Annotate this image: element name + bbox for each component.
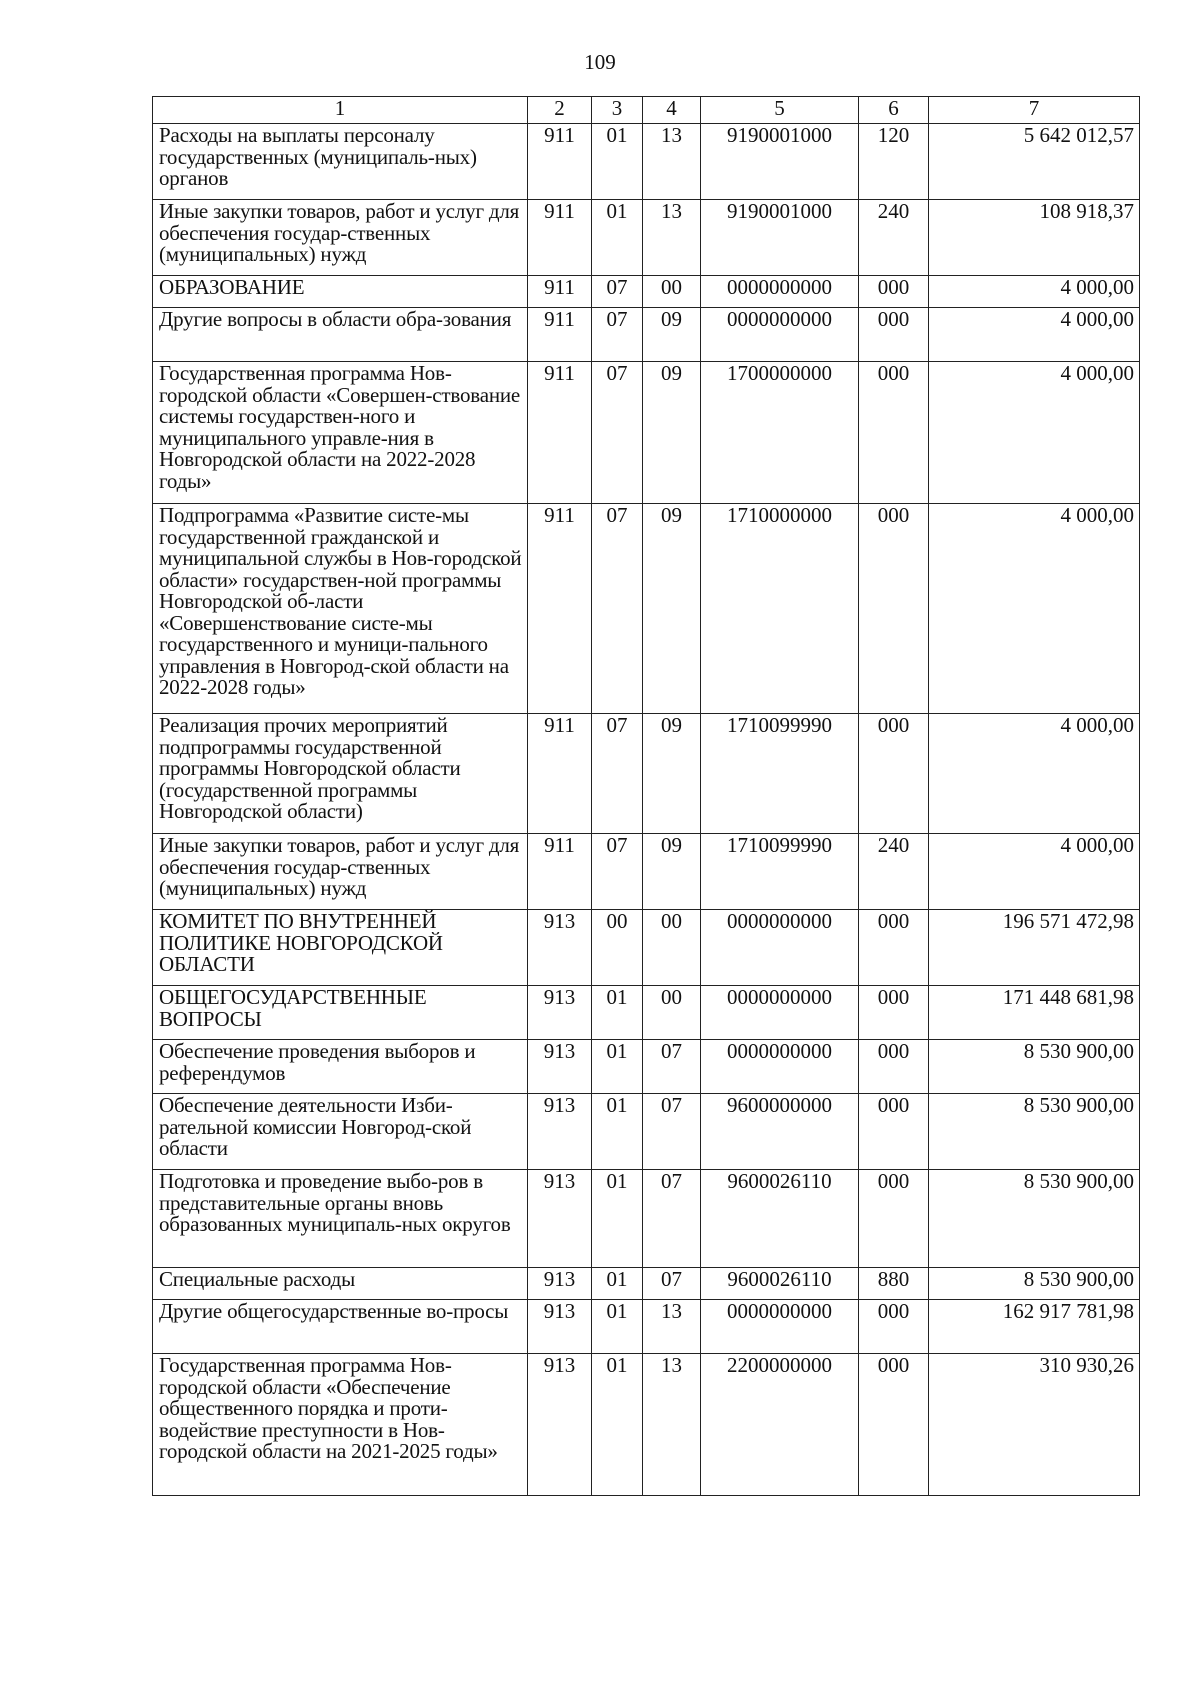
row-cell: 01	[592, 1268, 643, 1300]
row-cell: 913	[528, 1170, 592, 1268]
row-cell: 000	[859, 276, 929, 308]
row-cell: 07	[592, 714, 643, 834]
table-row	[153, 1268, 1140, 1300]
row-amount: 5 642 012,57	[929, 124, 1140, 200]
table-row	[153, 308, 1140, 362]
row-amount: 108 918,37	[929, 200, 1140, 276]
row-cell: 913	[528, 1354, 592, 1496]
row-amount: 4 000,00	[929, 308, 1140, 362]
row-name: Обеспечение деятельности Изби-рательной комиссии Новгород-ской области	[153, 1094, 528, 1170]
row-name: Реализация прочих мероприятий подпрограммы государственной программы Новгородской области (государственной программы Новгородской области)	[153, 714, 528, 834]
row-cell: 911	[528, 200, 592, 276]
row-amount: 4 000,00	[929, 276, 1140, 308]
row-cell: 000	[859, 910, 929, 986]
row-cell: 1710099990	[701, 834, 859, 910]
row-name: Подготовка и проведение выбо-ров в представительные органы вновь образованных муниципаль-ных округов	[153, 1170, 528, 1268]
row-cell: 880	[859, 1268, 929, 1300]
row-cell: 000	[859, 986, 929, 1040]
table-header-row	[153, 97, 1140, 124]
row-cell: 913	[528, 1094, 592, 1170]
row-amount: 8 530 900,00	[929, 1094, 1140, 1170]
row-cell: 2200000000	[701, 1354, 859, 1496]
row-name: Обеспечение проведения выборов и референдумов	[153, 1040, 528, 1094]
row-cell: 000	[859, 714, 929, 834]
row-cell: 00	[643, 276, 701, 308]
column-header: 3	[592, 97, 643, 124]
table-row	[153, 714, 1140, 834]
table-row	[153, 1094, 1140, 1170]
row-cell: 07	[643, 1170, 701, 1268]
table-row	[153, 986, 1140, 1040]
table-row	[153, 1040, 1140, 1094]
row-cell: 0000000000	[701, 1040, 859, 1094]
row-amount: 8 530 900,00	[929, 1268, 1140, 1300]
table-row	[153, 1354, 1140, 1496]
row-cell: 911	[528, 834, 592, 910]
table-row	[153, 1170, 1140, 1268]
row-cell: 000	[859, 1170, 929, 1268]
row-cell: 911	[528, 504, 592, 714]
row-cell: 240	[859, 200, 929, 276]
row-cell: 09	[643, 362, 701, 504]
row-cell: 01	[592, 1040, 643, 1094]
row-cell: 911	[528, 124, 592, 200]
row-cell: 9190001000	[701, 200, 859, 276]
row-cell: 0000000000	[701, 308, 859, 362]
row-cell: 09	[643, 714, 701, 834]
row-name: Иные закупки товаров, работ и услуг для обеспечения государ-ственных (муниципальных) нужд	[153, 200, 528, 276]
row-cell: 000	[859, 1040, 929, 1094]
row-cell: 240	[859, 834, 929, 910]
table-row	[153, 504, 1140, 714]
row-name: ОБЩЕГОСУДАРСТВЕННЫЕ ВОПРОСЫ	[153, 986, 528, 1040]
row-cell: 913	[528, 1300, 592, 1354]
column-header: 7	[929, 97, 1140, 124]
row-amount: 4 000,00	[929, 714, 1140, 834]
row-cell: 9600026110	[701, 1268, 859, 1300]
row-cell: 000	[859, 1300, 929, 1354]
row-cell: 913	[528, 1040, 592, 1094]
row-cell: 913	[528, 910, 592, 986]
row-cell: 9600026110	[701, 1170, 859, 1268]
budget-table	[152, 96, 1140, 1496]
row-cell: 0000000000	[701, 276, 859, 308]
row-cell: 09	[643, 504, 701, 714]
row-cell: 000	[859, 504, 929, 714]
table-row	[153, 910, 1140, 986]
row-cell: 1710099990	[701, 714, 859, 834]
row-amount: 171 448 681,98	[929, 986, 1140, 1040]
row-cell: 07	[643, 1268, 701, 1300]
row-cell: 01	[592, 1170, 643, 1268]
row-cell: 00	[643, 910, 701, 986]
table-row	[153, 124, 1140, 200]
table-row	[153, 834, 1140, 910]
row-name: Иные закупки товаров, работ и услуг для обеспечения государ-ственных (муниципальных) нужд	[153, 834, 528, 910]
row-name: Другие общегосударственные во-просы	[153, 1300, 528, 1354]
table-row	[153, 200, 1140, 276]
row-cell: 13	[643, 124, 701, 200]
row-cell: 911	[528, 308, 592, 362]
row-cell: 9190001000	[701, 124, 859, 200]
row-cell: 07	[592, 834, 643, 910]
row-amount: 4 000,00	[929, 362, 1140, 504]
column-header: 1	[153, 97, 528, 124]
column-header: 5	[701, 97, 859, 124]
row-cell: 01	[592, 1354, 643, 1496]
page-number: 109	[584, 50, 616, 74]
table-row	[153, 362, 1140, 504]
row-name: КОМИТЕТ ПО ВНУТРЕННЕЙ ПОЛИТИКЕ НОВГОРОДСКОЙ ОБЛАСТИ	[153, 910, 528, 986]
row-cell: 911	[528, 276, 592, 308]
row-cell: 07	[592, 276, 643, 308]
row-cell: 000	[859, 1354, 929, 1496]
row-cell: 07	[643, 1040, 701, 1094]
row-name: Другие вопросы в области обра-зования	[153, 308, 528, 362]
row-amount: 310 930,26	[929, 1354, 1140, 1496]
row-cell: 07	[592, 308, 643, 362]
table-row	[153, 1300, 1140, 1354]
row-cell: 1710000000	[701, 504, 859, 714]
row-cell: 911	[528, 362, 592, 504]
row-cell: 9600000000	[701, 1094, 859, 1170]
row-cell: 07	[592, 504, 643, 714]
row-cell: 911	[528, 714, 592, 834]
row-amount: 4 000,00	[929, 834, 1140, 910]
row-cell: 000	[859, 308, 929, 362]
row-name: ОБРАЗОВАНИЕ	[153, 276, 528, 308]
table-row	[153, 276, 1140, 308]
row-cell: 1700000000	[701, 362, 859, 504]
row-cell: 09	[643, 308, 701, 362]
row-cell: 0000000000	[701, 910, 859, 986]
row-cell: 01	[592, 200, 643, 276]
column-header: 4	[643, 97, 701, 124]
row-cell: 000	[859, 362, 929, 504]
row-cell: 000	[859, 1094, 929, 1170]
column-header: 6	[859, 97, 929, 124]
row-name: Государственная программа Нов-городской области «Совершен-ствование системы государствен-ного и муниципального управле-ния в Новгородской области на 2022-2028 годы»	[153, 362, 528, 504]
row-amount: 8 530 900,00	[929, 1170, 1140, 1268]
row-cell: 01	[592, 1300, 643, 1354]
row-cell: 13	[643, 200, 701, 276]
row-cell: 913	[528, 1268, 592, 1300]
row-name: Расходы на выплаты персоналу государственных (муниципаль-ных) органов	[153, 124, 528, 200]
column-header: 2	[528, 97, 592, 124]
row-cell: 07	[592, 362, 643, 504]
row-amount: 162 917 781,98	[929, 1300, 1140, 1354]
row-name: Специальные расходы	[153, 1268, 528, 1300]
row-amount: 4 000,00	[929, 504, 1140, 714]
row-cell: 913	[528, 986, 592, 1040]
row-cell: 01	[592, 124, 643, 200]
row-amount: 8 530 900,00	[929, 1040, 1140, 1094]
row-cell: 01	[592, 986, 643, 1040]
row-cell: 00	[592, 910, 643, 986]
row-cell: 0000000000	[701, 1300, 859, 1354]
row-cell: 13	[643, 1354, 701, 1496]
row-cell: 120	[859, 124, 929, 200]
row-name: Подпрограмма «Развитие систе-мы государственной гражданской и муниципальной службы в Нов-городской области» государствен-ной программы Новгородской об-ласти «Совершенствование систе-мы государственного и муници-пального управления в Новгород-ской области на 2022-2028 годы»	[153, 504, 528, 714]
row-cell: 0000000000	[701, 986, 859, 1040]
row-amount: 196 571 472,98	[929, 910, 1140, 986]
row-name: Государственная программа Нов-городской области «Обеспечение общественного порядка и проти-водействие преступности в Нов-городской области на 2021-2025 годы»	[153, 1354, 528, 1496]
row-cell: 07	[643, 1094, 701, 1170]
row-cell: 09	[643, 834, 701, 910]
row-cell: 13	[643, 1300, 701, 1354]
row-cell: 00	[643, 986, 701, 1040]
row-cell: 01	[592, 1094, 643, 1170]
